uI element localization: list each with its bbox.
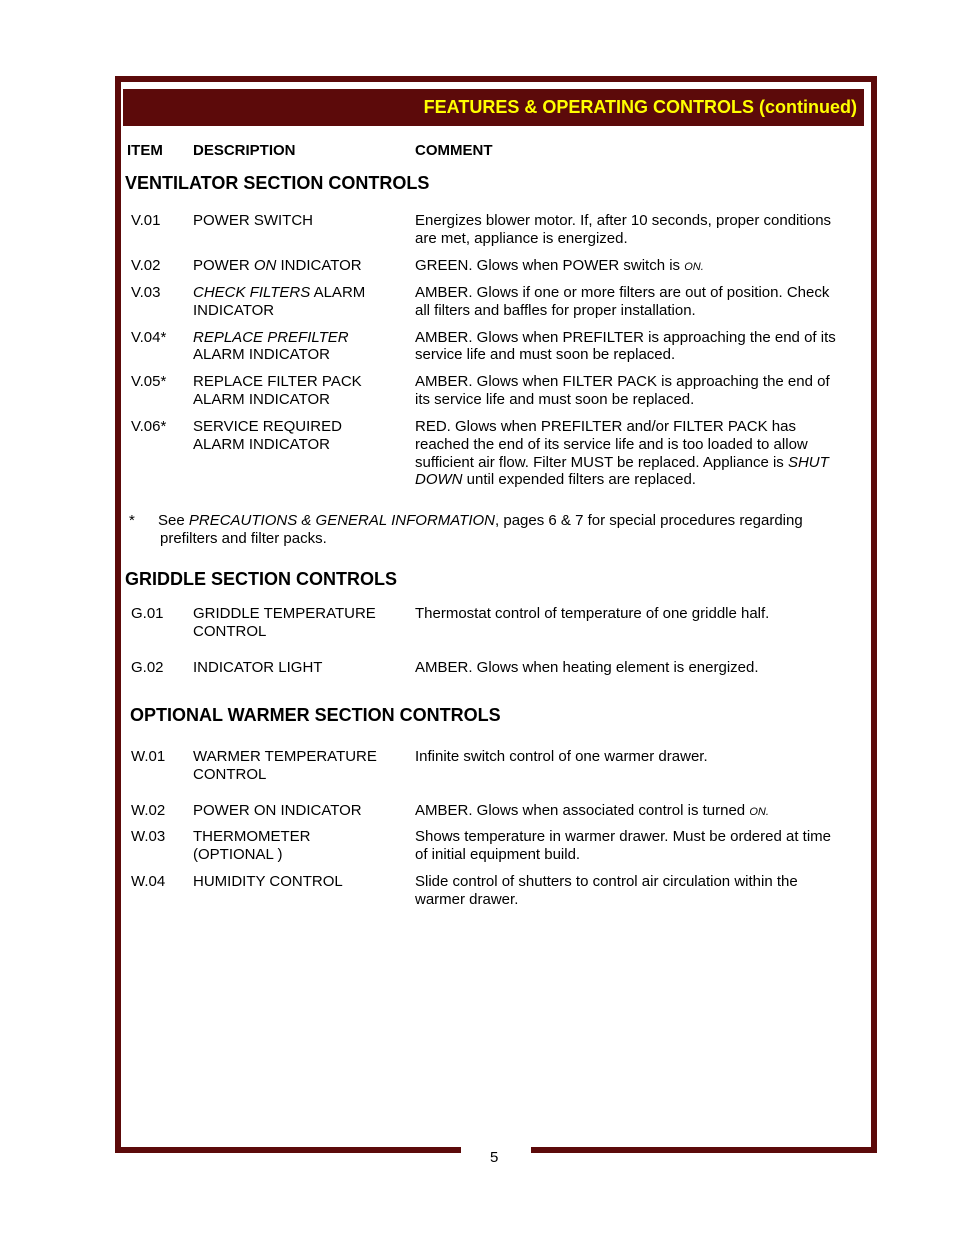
item-description: CONTROL (193, 623, 267, 640)
item-comment: Shows temperature in warmer drawer. Must be ordered at time (415, 828, 832, 845)
item-comment: Thermostat control of temperature of one griddle half. (415, 605, 770, 622)
item-description: ALARM INDICATOR (193, 391, 330, 408)
item-description: POWER SWITCH (193, 212, 313, 229)
item-description: HUMIDITY CONTROL (193, 873, 343, 890)
item-comment: Infinite switch control of one warmer drawer. (415, 748, 708, 765)
item-code: V.05* (131, 373, 167, 390)
item-description: POWER ON INDICATOR (193, 802, 362, 819)
item-description: ALARM INDICATOR (193, 436, 330, 453)
item-description: CONTROL (193, 766, 267, 783)
item-comment: service life and must soon be replaced. (415, 346, 676, 363)
item-comment: AMBER. Glows when heating element is energized. (415, 659, 759, 676)
item-description: INDICATOR LIGHT (193, 659, 323, 676)
col-header-item: ITEM (127, 142, 163, 159)
item-comment: Slide control of shutters to control air circulation within the (415, 873, 798, 890)
item-code: W.04 (131, 873, 166, 890)
item-comment: AMBER. Glows if one or more filters are out of position. Check (415, 284, 830, 301)
item-code: W.03 (131, 828, 166, 845)
item-comment: of initial equipment build. (415, 846, 581, 863)
item-comment: reached the end of its service life and is too loaded to allow (415, 436, 808, 453)
item-code: G.01 (131, 605, 164, 622)
item-comment: warmer drawer. (415, 891, 519, 908)
footnote-text: prefilters and filter packs. (160, 530, 327, 547)
item-comment: RED. Glows when PREFILTER and/or FILTER PACK has (415, 418, 796, 435)
item-comment: AMBER. Glows when PREFILTER is approaching the end of its (415, 329, 836, 346)
section-title-ventilator: VENTILATOR SECTION CONTROLS (125, 173, 430, 193)
item-comment: sufficient air flow. Filter MUST be replaced. Appliance is SHUT (415, 454, 829, 471)
item-comment: AMBER. Glows when associated control is turned ON. (415, 802, 769, 819)
header-band (123, 89, 864, 126)
item-description: CHECK FILTERS ALARM (193, 284, 366, 301)
section-title-griddle: GRIDDLE SECTION CONTROLS (125, 569, 398, 589)
item-description: REPLACE FILTER PACK (193, 373, 362, 390)
item-comment: AMBER. Glows when FILTER PACK is approaching the end of (415, 373, 830, 390)
item-comment: GREEN. Glows when POWER switch is ON. (415, 257, 704, 274)
item-description: REPLACE PREFILTER (193, 329, 349, 346)
item-description: INDICATOR (193, 302, 275, 319)
item-code: V.01 (131, 212, 161, 229)
item-code: G.02 (131, 659, 164, 676)
col-header-description: DESCRIPTION (193, 142, 296, 159)
item-code: W.02 (131, 802, 166, 819)
footnote-text: See PRECAUTIONS & GENERAL INFORMATION, pages 6 & 7 for special procedures regarding (158, 512, 803, 529)
item-description: THERMOMETER (193, 828, 311, 845)
item-comment: Energizes blower motor. If, after 10 seconds, proper conditions (415, 212, 832, 229)
item-comment: DOWN until expended filters are replaced. (415, 471, 696, 488)
item-description: POWER ON INDICATOR (193, 257, 362, 274)
item-code: V.03 (131, 284, 161, 301)
footnote-marker: * (129, 512, 135, 529)
item-description: (OPTIONAL ) (193, 846, 283, 863)
item-description: GRIDDLE TEMPERATURE (193, 605, 376, 622)
item-description: ALARM INDICATOR (193, 346, 330, 363)
item-code: V.04* (131, 329, 167, 346)
item-code: V.06* (131, 418, 167, 435)
header-title: FEATURES & OPERATING CONTROLS (continued) (423, 97, 857, 117)
col-header-comment: COMMENT (415, 142, 493, 159)
item-code: W.01 (131, 748, 166, 765)
item-comment: all filters and baffles for proper installation. (415, 302, 696, 319)
item-comment: are met, appliance is energized. (415, 230, 628, 247)
page-number: 5 (490, 1149, 499, 1166)
item-description: WARMER TEMPERATURE (193, 748, 377, 765)
section-title-warmer: OPTIONAL WARMER SECTION CONTROLS (130, 705, 501, 725)
item-comment: its service life and must soon be replaced. (415, 391, 695, 408)
item-description: SERVICE REQUIRED (193, 418, 342, 435)
item-code: V.02 (131, 257, 161, 274)
